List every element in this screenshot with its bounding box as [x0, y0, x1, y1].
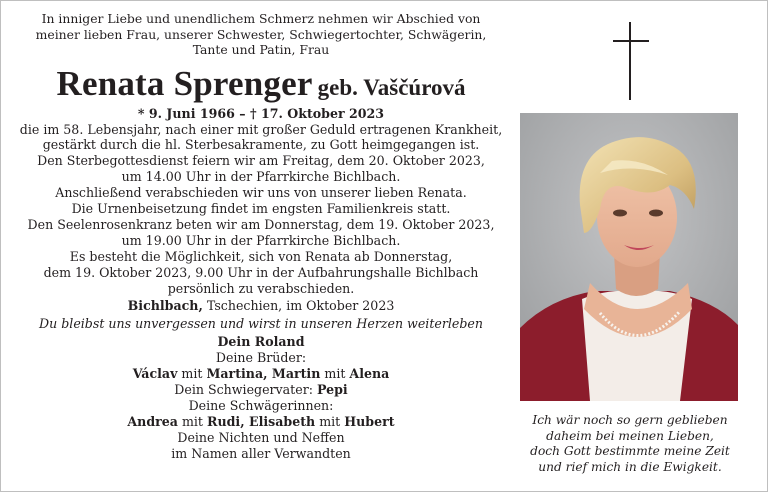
intro-line: Tante und Patin, Frau — [192, 42, 330, 57]
connector: mit — [177, 413, 207, 429]
body-line: um 19.00 Uhr in der Pfarrkirche Bichlbach. — [121, 232, 401, 248]
place-rest: Tschechien, im Oktober 2023 — [202, 298, 395, 314]
place-date-line — [11, 298, 511, 314]
intro-line: In inniger Liebe und unendlichem Schmerz nehmen wir Abschied von — [41, 11, 481, 26]
text-column — [11, 11, 511, 462]
sisters-in-law-label: Deine Schwägerinnen: — [188, 397, 334, 413]
body-line: gestärkt durch die hl. Sterbesakramente, zu Gott heimgegangen ist. — [42, 137, 480, 153]
deceased-name: Renata Sprenger — [56, 63, 313, 103]
father-in-law-label: Dein Schwiegervater: — [174, 382, 317, 397]
husband-line: Dein Roland — [217, 334, 305, 350]
sister-in-law-partners: Rudi, Elisabeth — [207, 413, 316, 429]
connector: mit — [177, 366, 207, 382]
body-line: Anschließend verabschieden wir uns von unserer lieben Renata. — [55, 185, 467, 201]
body-line: Den Sterbegottesdienst feiern wir am Freitag, dem 20. Oktober 2023, — [37, 153, 485, 169]
father-in-law-name: Pepi — [316, 382, 348, 397]
sisters-in-law-line — [11, 414, 511, 430]
relatives-line: im Namen aller Verwandten — [171, 445, 351, 461]
portrait-photo — [520, 113, 738, 401]
connector: mit — [320, 366, 350, 382]
brother-name: Václav — [132, 366, 178, 382]
maiden-name: geb. Vaščúrová — [317, 74, 466, 100]
brother-partners: Martina, Martin — [206, 366, 321, 382]
brothers-line — [11, 366, 511, 382]
intro-line: meiner lieben Frau, unserer Schwester, Schwiegertochter, Schwägerin, — [35, 26, 487, 42]
body-line: um 14.00 Uhr in der Pfarrkirche Bichlbach. — [121, 169, 401, 185]
deceased-name-row — [11, 64, 511, 106]
sister-in-law-partner: Hubert — [344, 413, 395, 429]
portrait-illustration — [520, 113, 738, 401]
mourners-list — [11, 334, 511, 461]
quote-line: und rief mich in die Ewigkeit. — [538, 459, 722, 474]
connector: mit — [315, 413, 345, 429]
brother-partner: Alena — [349, 366, 390, 382]
intro-text — [11, 11, 511, 58]
memorial-quote — [501, 413, 759, 475]
life-dates: * 9. Juni 1966 – † 17. Oktober 2023 — [137, 105, 385, 121]
father-in-law-line — [11, 382, 511, 398]
sister-in-law-name: Andrea — [127, 413, 178, 429]
cross-icon — [613, 22, 649, 100]
place-town: Bichlbach, — [127, 298, 203, 314]
body-line: dem 19. Oktober 2023, 9.00 Uhr in der Aufbahrungshalle Bichlbach — [43, 264, 479, 280]
body-line: die im 58. Lebensjahr, nach einer mit großer Geduld ertragenen Krankheit, — [19, 121, 503, 137]
nieces-nephews-line: Deine Nichten und Neffen — [177, 429, 345, 445]
body-line: persönlich zu verabschieden. — [167, 280, 355, 296]
quote-line: doch Gott bestimmte meine Zeit — [530, 444, 730, 458]
announcement-text — [11, 122, 511, 297]
quote-line: Ich wär noch so gern geblieben — [532, 413, 728, 427]
body-line: Die Urnenbeisetzung findet im engsten Familienkreis statt. — [71, 201, 451, 217]
body-line: Den Seelenrosenkranz beten wir am Donnerstag, dem 19. Oktober 2023, — [27, 216, 495, 232]
brothers-label: Deine Brüder: — [215, 350, 307, 366]
quote-line: daheim bei meinen Lieben, — [546, 428, 714, 443]
body-line: Es besteht die Möglichkeit, sich von Renata ab Donnerstag, — [69, 248, 453, 264]
farewell-line: Du bleibst uns unvergessen und wirst in unseren Herzen weiterleben — [39, 316, 483, 332]
